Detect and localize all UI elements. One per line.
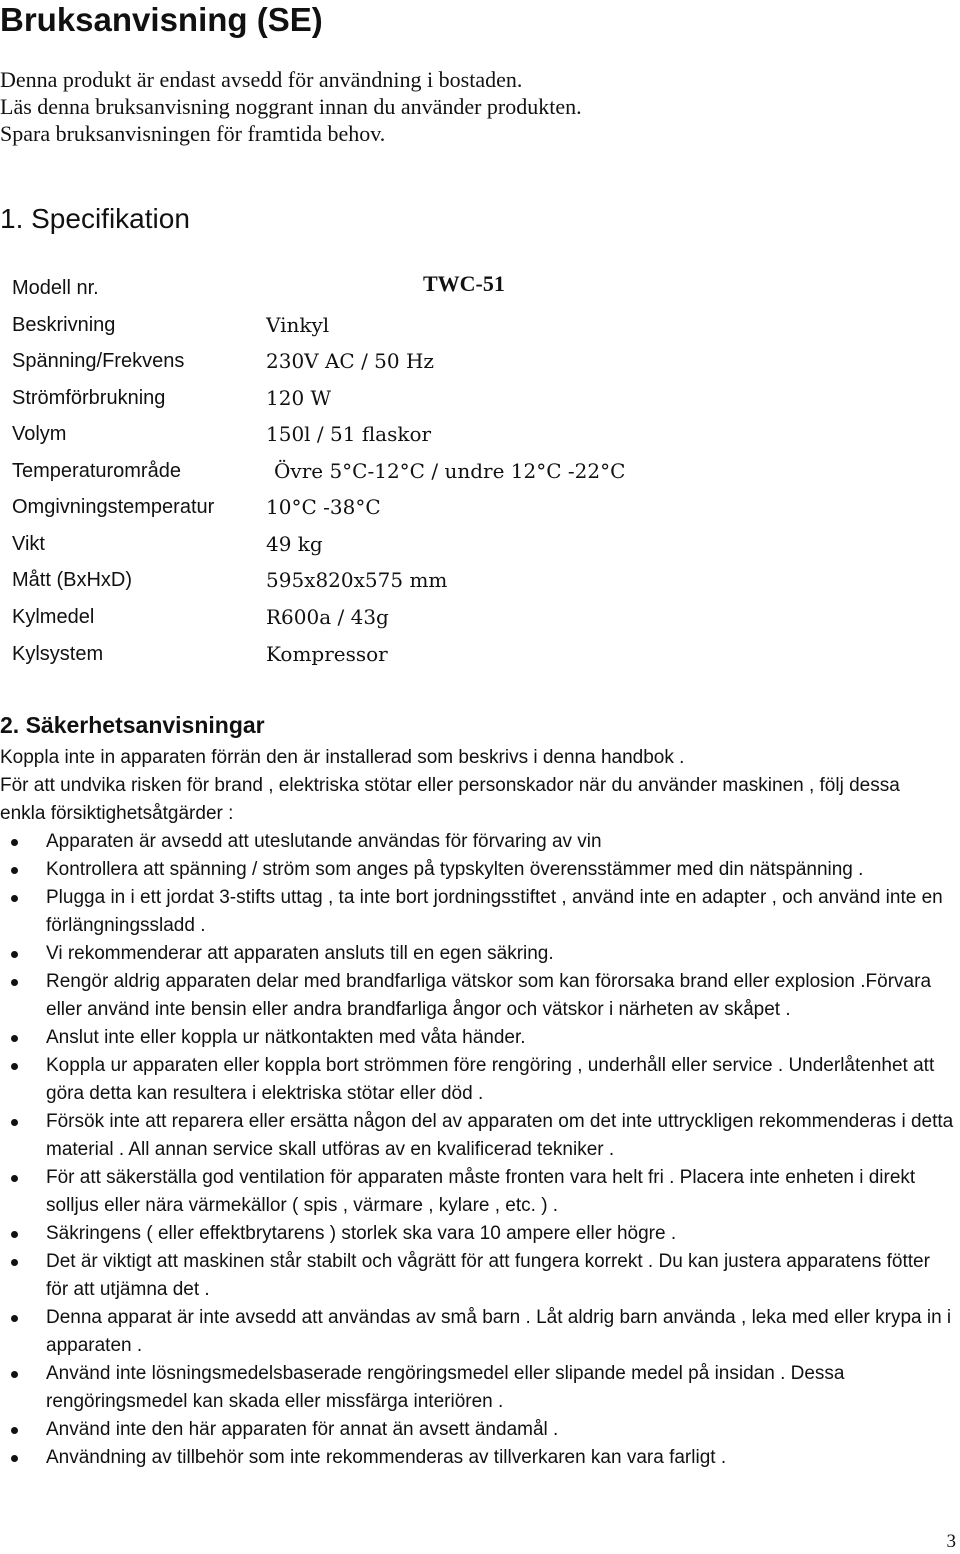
list-item (0, 856, 960, 884)
list-item-text: För att säkerställa god ventilation för apparaten måste fronten vara helt fri . Placera inte enheten i direkt solljus eller nära värmekällor ( spis , värmare , kylare , etc. ) . (46, 1167, 916, 1216)
list-item-text: Koppla ur apparaten eller koppla bort strömmen före rengöring , underhåll eller service . Underlåtenhet att göra detta kan resultera i elektriska stötar eller död . (46, 1055, 935, 1104)
spec-row (0, 562, 960, 598)
spec-value: Kompressor (266, 642, 388, 666)
intro-line: Denna produkt är endast avsedd för användning i bostaden. (0, 67, 523, 92)
bullet-icon (11, 1315, 18, 1322)
safety-heading: 2. Säkerhetsanvisningar (0, 712, 265, 738)
safety-list (0, 828, 960, 1472)
specification-heading: 1. Specifikation (0, 203, 190, 234)
list-item-text: Apparaten är avsedd att uteslutande användas för förvaring av vin (46, 831, 602, 852)
bullet-icon (11, 1259, 18, 1266)
spec-label: Temperaturområde (12, 460, 181, 482)
spec-row (0, 599, 960, 635)
bullet-icon (11, 895, 18, 902)
bullet-icon (11, 951, 18, 958)
spec-label: Modell nr. (12, 277, 99, 299)
intro-text (0, 66, 582, 147)
spec-value: Övre 5°C-12°C / undre 12°C -22°C (274, 459, 626, 483)
safety-paragraph: För att undvika risken för brand , elektriska stötar eller personskador när du använder maskinen , följ dessa enkla försiktighetsåtgärder : (0, 775, 900, 824)
bullet-icon (11, 1063, 18, 1070)
spec-label: Volym (12, 423, 67, 445)
bullet-icon (11, 979, 18, 986)
list-item (0, 940, 960, 968)
list-item-text: Kontrollera att spänning / ström som anges på typskylten överensstämmer med din nätspänning . (46, 859, 864, 880)
spec-label: Spänning/Frekvens (12, 350, 185, 372)
list-item (0, 1220, 960, 1248)
document-title: Bruksanvisning (SE) (0, 1, 323, 38)
list-item (0, 884, 960, 940)
list-item-text: Försök inte att reparera eller ersätta någon del av apparaten om det inte uttryckligen rekommenderas i detta material . All annan service skall utföras av en kvalificerad tekniker . (46, 1111, 954, 1160)
bullet-icon (11, 867, 18, 874)
list-item (0, 1024, 960, 1052)
spec-row (0, 380, 960, 416)
spec-row (0, 307, 960, 343)
list-item-text: Anslut inte eller koppla ur nätkontakten med våta händer. (46, 1027, 526, 1048)
spec-row (0, 489, 960, 525)
spec-value: 230V AC / 50 Hz (266, 349, 434, 373)
spec-label: Kylmedel (12, 606, 95, 628)
bullet-icon (11, 1175, 18, 1182)
spec-value: 120 W (266, 386, 332, 410)
spec-value: 150l / 51 flaskor (266, 422, 432, 446)
bullet-icon (11, 1455, 18, 1462)
bullet-icon (11, 1231, 18, 1238)
spec-value: 10°C -38°C (266, 495, 381, 519)
list-item (0, 1108, 960, 1164)
spec-row (0, 416, 960, 452)
list-item (0, 1304, 960, 1360)
bullet-icon (11, 1035, 18, 1042)
list-item-text: Använd inte lösningsmedelsbaserade rengöringsmedel eller slipande medel på insidan . Dessa rengöringsmedel kan skada eller missfärga interiören . (46, 1363, 845, 1412)
spec-value: R600a / 43g (266, 605, 389, 629)
list-item-text: Det är viktigt att maskinen står stabilt och vågrätt för att fungera korrekt . Du kan justera apparatens fötter för att utjämna det . (46, 1251, 930, 1300)
list-item (0, 1164, 960, 1220)
spec-label: Omgivningstemperatur (12, 496, 215, 518)
bullet-icon (11, 1427, 18, 1434)
spec-label: Strömförbrukning (12, 387, 166, 409)
spec-value: 595x820x575 mm (266, 568, 448, 592)
list-item-text: Vi rekommenderar att apparaten ansluts till en egen säkring. (46, 943, 554, 964)
spec-label: Vikt (12, 533, 45, 555)
list-item-text: Plugga in i ett jordat 3-stifts uttag , ta inte bort jordningsstiftet , använd inte en adapter , och använd inte en förlängningssladd . (46, 887, 943, 936)
spec-row (0, 636, 960, 672)
intro-line: Läs denna bruksanvisning noggrant innan du använder produkten. (0, 94, 582, 119)
spec-label: Kylsystem (12, 643, 104, 665)
list-item-text: Rengör aldrig apparaten delar med brandfarliga vätskor som kan förorsaka brand eller explosion .Förvara eller använd inte bensin eller andra brandfarliga ångor och vätskor i närheten av skåpet . (46, 971, 932, 1020)
list-item (0, 1052, 960, 1108)
spec-value: Vinkyl (266, 313, 330, 337)
model-number: TWC-51 (423, 271, 505, 296)
spec-row (0, 453, 960, 489)
list-item (0, 828, 960, 856)
list-item (0, 1416, 960, 1444)
list-item (0, 1248, 960, 1304)
spec-label: Mått (BxHxD) (12, 569, 132, 591)
page-number: 3 (946, 1531, 956, 1552)
list-item (0, 968, 960, 1024)
list-item-text: Säkringens ( eller effektbrytarens ) storlek ska vara 10 ampere eller högre . (46, 1223, 677, 1244)
spec-value: 49 kg (266, 532, 323, 556)
bullet-icon (11, 839, 18, 846)
bullet-icon (11, 1119, 18, 1126)
bullet-icon (11, 1371, 18, 1378)
spec-label: Beskrivning (12, 314, 116, 336)
spec-row (0, 526, 960, 562)
safety-paragraph: Koppla inte in apparaten förrän den är installerad som beskrivs i denna handbok . (0, 747, 685, 768)
intro-line: Spara bruksanvisningen för framtida behov. (0, 121, 386, 146)
list-item-text: Användning av tillbehör som inte rekommenderas av tillverkaren kan vara farligt . (46, 1447, 727, 1468)
list-item (0, 1444, 960, 1472)
list-item (0, 1360, 960, 1416)
list-item-text: Använd inte den här apparaten för annat än avsett ändamål . (46, 1419, 559, 1440)
spec-row (0, 343, 960, 379)
list-item-text: Denna apparat är inte avsedd att användas av små barn . Låt aldrig barn använda , leka med eller krypa in i apparaten . (46, 1307, 952, 1356)
